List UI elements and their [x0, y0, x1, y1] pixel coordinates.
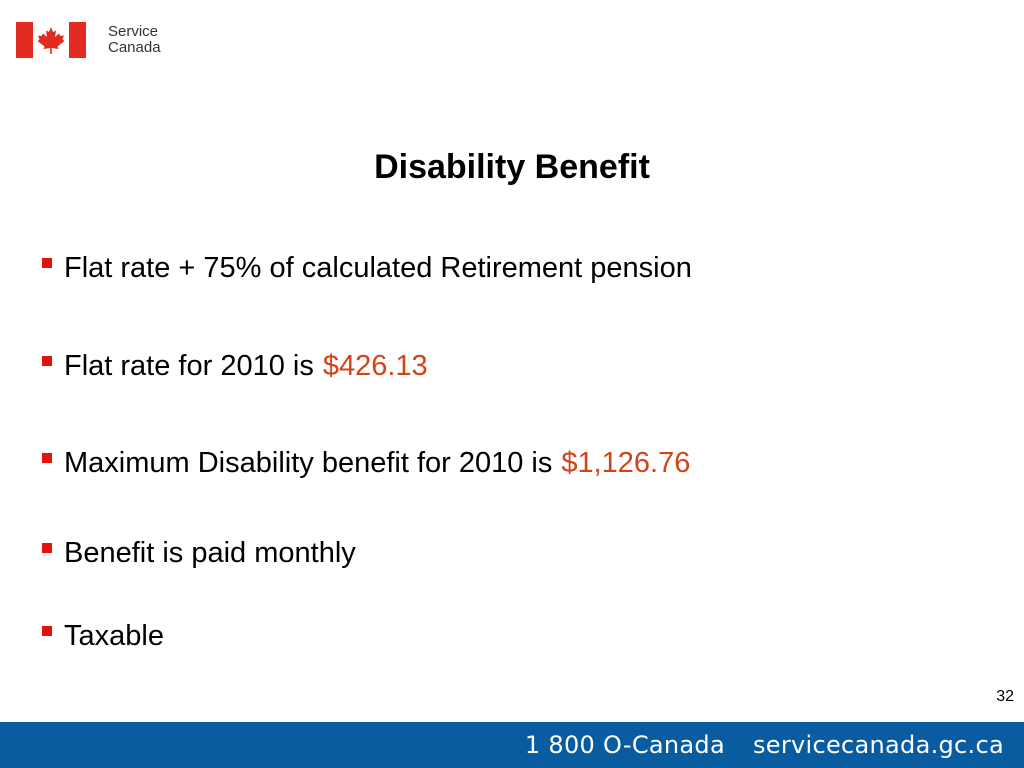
service-canada-logo	[16, 20, 161, 60]
maximum-benefit-amount: $1,126.76	[561, 447, 691, 479]
logo-wordmark	[108, 24, 161, 56]
bullet-item	[42, 350, 428, 383]
bullet-item	[42, 447, 690, 480]
bullet-text: Benefit is paid monthly	[64, 537, 356, 569]
bullet-item	[42, 620, 164, 653]
logo-line-service: Service	[108, 23, 159, 40]
bullet-text: Flat rate for 2010 is	[64, 350, 314, 382]
bullet-text: Flat rate + 75% of calculated Retirement pension	[64, 252, 692, 284]
slide-title: Disability Benefit	[374, 148, 650, 186]
bullet-text: Maximum Disability benefit for 2010 is	[64, 447, 553, 479]
bullet-text: Taxable	[64, 620, 164, 652]
bullet-marker-icon	[42, 453, 52, 463]
footer-phone: 1 800 O-Canada	[524, 731, 725, 759]
footer-bar	[0, 722, 1024, 768]
bullet-marker-icon	[42, 258, 52, 268]
bullet-item	[42, 252, 692, 285]
canada-flag-icon	[16, 22, 86, 58]
footer-website: servicecanada.gc.ca	[752, 731, 1004, 759]
bullet-marker-icon	[42, 626, 52, 636]
flat-rate-amount: $426.13	[322, 350, 428, 382]
logo-line-canada: Canada	[108, 39, 161, 56]
bullet-marker-icon	[42, 356, 52, 366]
bullet-marker-icon	[42, 543, 52, 553]
bullet-item	[42, 537, 356, 570]
page-number: 32	[996, 688, 1014, 705]
